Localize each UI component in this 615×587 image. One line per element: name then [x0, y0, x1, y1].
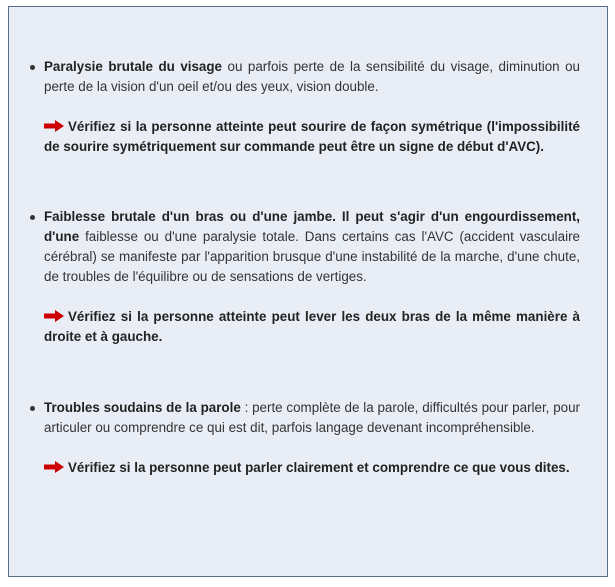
item-description: [44, 398, 580, 438]
check-instruction: [44, 458, 580, 478]
check-text: Vérifiez si la personne atteinte peut sourire de façon symétrique (l'impossibilité de sourire symétriquement sur commande peut être un signe de début d'AVC).: [44, 119, 580, 154]
item-detail: ou parfois perte de la sensibilité du visage, diminution ou perte de la vision d'un oeil et/ou des yeux, vision double.: [44, 59, 580, 94]
red-right-arrow-icon: [44, 120, 64, 132]
item-description: [44, 57, 580, 97]
list-item-speech-trouble: [44, 398, 580, 478]
bullet-icon: [30, 65, 35, 70]
check-instruction: [44, 307, 580, 347]
check-text: Vérifiez si la personne atteinte peut lever les deux bras de la même manière à droite et à gauche.: [44, 309, 580, 344]
bullet-icon: [30, 215, 35, 220]
check-instruction: [44, 117, 580, 157]
check-text: Vérifiez si la personne peut parler clairement et comprendre ce que vous dites.: [68, 460, 570, 475]
list-item-face-paralysis: [44, 57, 580, 157]
red-right-arrow-icon: [44, 461, 64, 473]
red-right-arrow-icon: [44, 310, 64, 322]
item-detail: faiblesse ou d'une paralysie totale. Dans certains cas l'AVC (accident vasculaire cérébral) se manifeste par l'apparition brusque d'une instabilité de la marche, d'une chute, de troubles de l'équilibre ou de sensations de vertiges.: [44, 229, 580, 284]
list-item-limb-weakness: [44, 207, 580, 347]
item-term: Paralysie brutale du visage: [44, 59, 223, 74]
item-detail: : perte complète de la parole, difficultés pour parler, pour articuler ou comprendre ce qui est dit, parfois langage devenant incompréhensible.: [44, 400, 580, 435]
item-description: [44, 207, 580, 287]
item-term: Faiblesse brutale d'un bras ou d'une jambe. Il peut s'agir d'un engourdissement, d'une: [44, 209, 580, 244]
item-term: Troubles soudains de la parole: [44, 400, 241, 415]
info-panel: [8, 6, 608, 577]
bullet-icon: [30, 406, 35, 411]
panel-content: [9, 7, 607, 576]
